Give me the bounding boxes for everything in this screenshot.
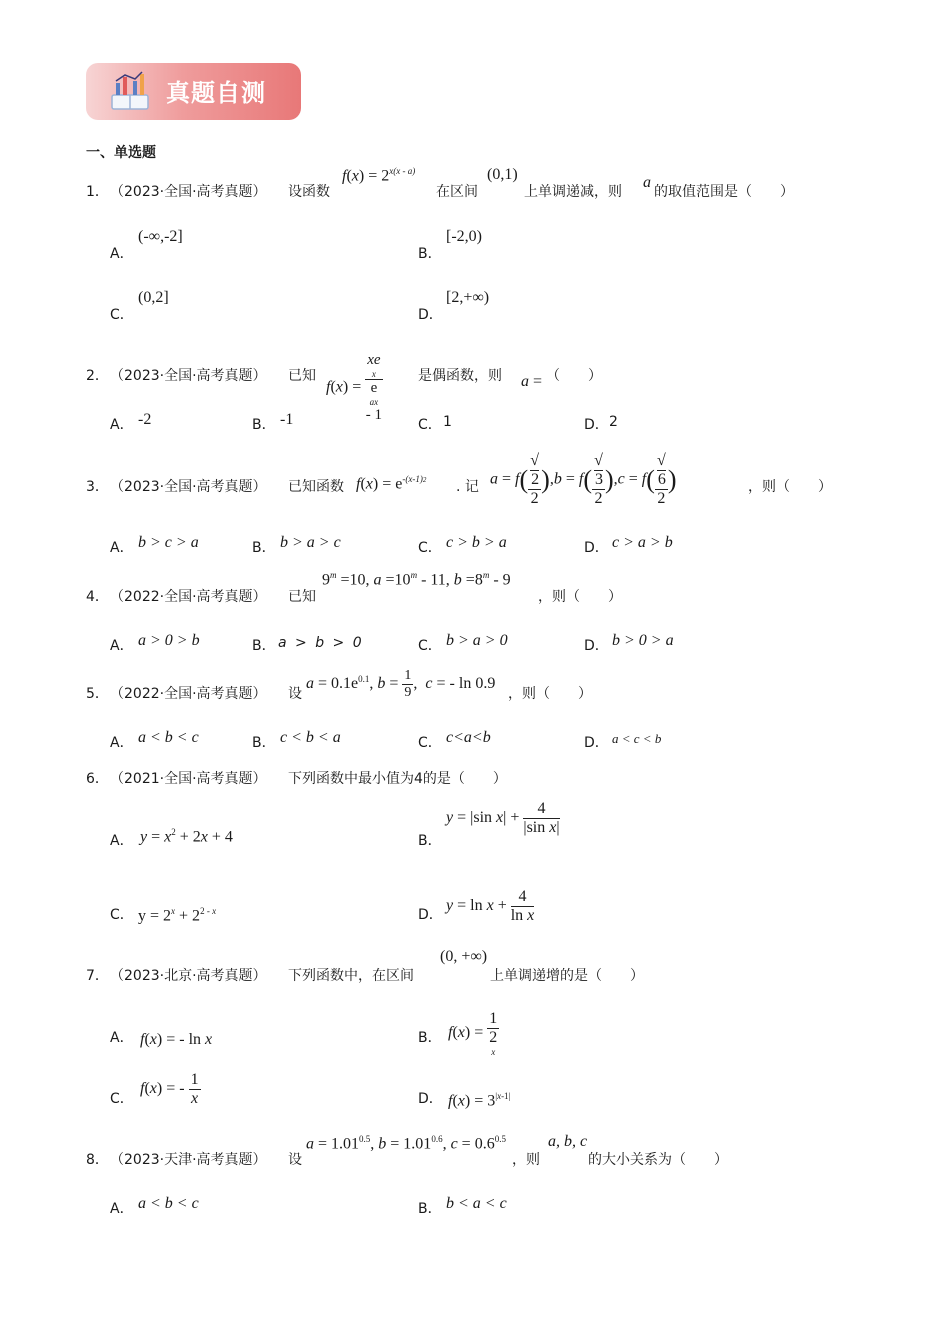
option-b[interactable]: -1 bbox=[280, 411, 294, 428]
option-label: C． bbox=[110, 907, 134, 923]
question-source: （2022·全国·高考真题） bbox=[110, 589, 267, 605]
question-source: （2023·天津·高考真题） bbox=[110, 1152, 267, 1168]
option-label: A． bbox=[110, 1030, 134, 1046]
vars-abc: a, b, c bbox=[548, 1133, 588, 1150]
option-label: A． bbox=[110, 246, 134, 262]
option-c[interactable]: (0,2] bbox=[138, 289, 169, 306]
option-c[interactable]: $y = 2^x + 2^{2 - x}$ bbox=[138, 906, 217, 925]
option-d[interactable]: c > a > b bbox=[612, 534, 673, 551]
question-number: 6． bbox=[86, 771, 109, 787]
question-stem: 已知函数 bbox=[288, 479, 344, 495]
book-chart-icon bbox=[108, 69, 152, 113]
option-label: A． bbox=[110, 1201, 134, 1217]
option-label: B． bbox=[418, 1030, 442, 1046]
option-b[interactable]: b < a < c bbox=[446, 1195, 507, 1212]
question-stem: 是偶函数，则 bbox=[418, 368, 502, 384]
option-label: D． bbox=[584, 417, 609, 433]
option-label: C． bbox=[418, 735, 442, 751]
option-a[interactable]: f(x) = - ln x bbox=[140, 1031, 213, 1048]
option-label: C． bbox=[418, 638, 442, 654]
question-stem: ，则（ ） bbox=[508, 686, 592, 702]
option-a[interactable]: (-∞,-2] bbox=[138, 228, 183, 245]
interval: (0, +∞) bbox=[440, 948, 488, 965]
formula-f: $f(x) = e^{-(x-1)2}$ bbox=[356, 474, 427, 493]
question-stem: 上单调递增的是（ ） bbox=[490, 968, 644, 984]
option-label: D． bbox=[418, 907, 443, 923]
question-source: （2023·全国·高考真题） bbox=[110, 479, 267, 495]
option-label: D． bbox=[584, 735, 609, 751]
question-stem: . 记 bbox=[456, 479, 479, 495]
option-label: C． bbox=[110, 307, 134, 323]
option-d[interactable]: a < c < b bbox=[612, 731, 662, 746]
question-stem: ，则（ ） bbox=[538, 589, 622, 605]
option-label: C． bbox=[110, 1091, 134, 1107]
option-label: A． bbox=[110, 540, 134, 556]
option-label: D． bbox=[418, 307, 443, 323]
question-number: 3． bbox=[86, 479, 109, 495]
formula-given: $a = 0.1e^{0.1}$, b = $\frac{1}{9}$ , c = - ln 0.9 bbox=[306, 668, 496, 700]
option-c[interactable]: f(x) = - $\frac{1}{x}$ bbox=[140, 1071, 199, 1107]
formula-given: $a = 1.01^{0.5}$, $b = 1.01^{0.6}$, $c = 0.6^{0.5}$ bbox=[306, 1134, 506, 1153]
question-stem: ，则 bbox=[512, 1152, 540, 1168]
question-number: 1． bbox=[86, 184, 109, 200]
question-source: （2023·全国·高考真题） bbox=[110, 368, 267, 384]
option-d[interactable]: [2,+∞) bbox=[446, 289, 490, 306]
option-label: B． bbox=[418, 246, 442, 262]
option-b[interactable]: c < b < a bbox=[280, 729, 341, 746]
question-stem: 已知 bbox=[288, 368, 316, 384]
option-a[interactable]: a > 0 > b bbox=[138, 632, 200, 649]
question-number: 5． bbox=[86, 686, 109, 702]
question-stem: 设 bbox=[288, 686, 302, 702]
option-label: B． bbox=[252, 540, 276, 556]
var-a: a bbox=[643, 174, 651, 191]
option-b[interactable]: y = |sin x| + $\frac{4}{\text{|sin x|}}$ bbox=[446, 800, 560, 836]
option-b[interactable]: [-2,0) bbox=[446, 228, 482, 245]
option-a[interactable]: b > c > a bbox=[138, 534, 199, 551]
formula-abc: a = f( √ 2 2 ),b = f( √ 3 2 ),c = f( √ 6 2 ) bbox=[490, 452, 677, 507]
option-label: C． bbox=[418, 417, 442, 433]
option-label: D． bbox=[584, 638, 609, 654]
option-label: A． bbox=[110, 735, 134, 751]
option-a[interactable]: -2 bbox=[138, 411, 152, 428]
question-stem: 下列函数中，在区间 bbox=[288, 968, 414, 984]
question-stem: （ ） bbox=[546, 368, 602, 384]
question-number: 7． bbox=[86, 968, 109, 984]
option-d[interactable]: y = ln x + $\frac{4}{\text{ln x}}$ bbox=[446, 888, 535, 924]
option-b[interactable]: a > b > 0 bbox=[278, 635, 364, 651]
option-c[interactable]: c<a<b bbox=[446, 729, 491, 746]
question-number: 2． bbox=[86, 368, 109, 384]
formula-a-eq: a = bbox=[521, 373, 543, 390]
option-label: B． bbox=[252, 638, 276, 654]
option-d[interactable]: b > 0 > a bbox=[612, 632, 674, 649]
option-label: B． bbox=[418, 1201, 442, 1217]
banner-title: 真题自测 bbox=[166, 79, 266, 107]
question-stem: 上单调递减，则 bbox=[524, 184, 622, 200]
question-number: 4． bbox=[86, 589, 109, 605]
question-number: 8． bbox=[86, 1152, 109, 1168]
option-c[interactable]: 1 bbox=[443, 414, 452, 430]
formula-given: $9^m =10$, $a =10^m - 11$, $b =8^m - 9$ bbox=[322, 570, 511, 589]
option-label: B． bbox=[418, 833, 442, 849]
question-stem: 的取值范围是（ ） bbox=[654, 184, 794, 200]
option-a[interactable]: $y = x^2 + 2x + 4$ bbox=[140, 827, 233, 846]
formula-f: f(x) = xe x e ax - 1 bbox=[326, 352, 383, 423]
question-stem: 设 bbox=[288, 1152, 302, 1168]
question-stem: 设函数 bbox=[288, 184, 330, 200]
option-label: A． bbox=[110, 638, 134, 654]
option-label: C． bbox=[418, 540, 442, 556]
question-stem: 在区间 bbox=[436, 184, 478, 200]
option-b[interactable]: f(x) = 1 2 x bbox=[448, 1010, 498, 1057]
option-c[interactable]: b > a > 0 bbox=[446, 632, 508, 649]
option-a[interactable]: a < b < c bbox=[138, 729, 199, 746]
option-label: D． bbox=[418, 1091, 443, 1107]
question-source: （2021·全国·高考真题） bbox=[110, 771, 267, 787]
option-a[interactable]: a < b < c bbox=[138, 1195, 199, 1212]
interval: (0,1) bbox=[487, 166, 518, 183]
question-source: （2023·北京·高考真题） bbox=[110, 968, 267, 984]
option-label: A． bbox=[110, 417, 134, 433]
option-label: D． bbox=[584, 540, 609, 556]
question-stem: ，则（ ） bbox=[748, 479, 832, 495]
question-source: （2022·全国·高考真题） bbox=[110, 686, 267, 702]
option-d[interactable]: 2 bbox=[609, 414, 618, 430]
question-source: （2023·全国·高考真题） bbox=[110, 184, 267, 200]
section-title: 一、单选题 bbox=[86, 145, 156, 161]
formula-f: $f(x) = 2^{x(x - a)}$ bbox=[342, 166, 416, 185]
question-stem: 下列函数中最小值为4的是（ ） bbox=[288, 771, 507, 787]
option-b[interactable]: b > a > c bbox=[280, 534, 341, 551]
question-stem: 的大小关系为（ ） bbox=[588, 1152, 728, 1168]
option-label: A． bbox=[110, 833, 134, 849]
section-banner bbox=[86, 63, 301, 120]
question-stem: 已知 bbox=[288, 589, 316, 605]
option-c[interactable]: c > b > a bbox=[446, 534, 507, 551]
option-d[interactable]: $f(x) = 3^{|x-1|}$ bbox=[448, 1091, 511, 1110]
option-label: B． bbox=[252, 735, 276, 751]
option-label: B． bbox=[252, 417, 276, 433]
